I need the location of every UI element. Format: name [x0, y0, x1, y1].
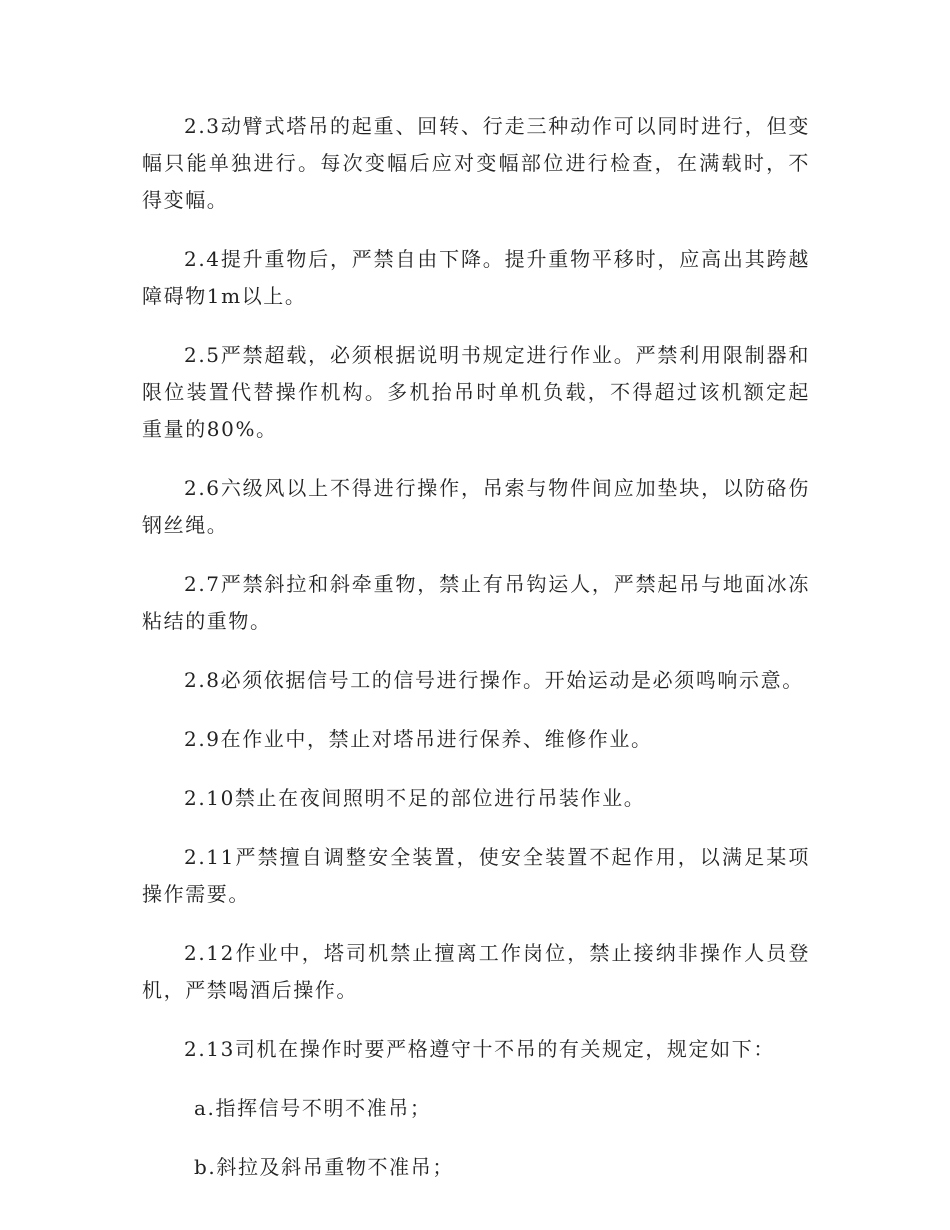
list-item-b: b.斜拉及斜吊重物不准吊；: [194, 1155, 454, 1179]
paragraph-2-13: 2.13司机在操作时要严格遵守十不吊的有关规定，规定如下：: [184, 1037, 775, 1061]
paragraph-2-4: 2.4提升重物后，严禁自由下降。提升重物平移时，应高出其跨越障碍物1m以上。: [142, 247, 810, 308]
paragraph-2-12: 2.12作业中，塔司机禁止擅离工作岗位，禁止接纳非操作人员登机，严禁喝酒后操作。: [142, 941, 810, 1002]
paragraph-2-6: 2.6六级风以上不得进行操作，吊索与物件间应加垫块，以防硌伤钢丝绳。: [142, 476, 810, 537]
paragraph-2-5: 2.5严禁超载，必须根据说明书规定进行作业。严禁利用限制器和限位装置代替操作机构。多机抬吊时单机负载，不得超过该机额定起重量的80%。: [142, 343, 810, 441]
paragraph-2-8: 2.8必须依据信号工的信号进行操作。开始运动是必须鸣响示意。: [184, 668, 804, 692]
list-item-a: a.指挥信号不明不准吊；: [194, 1096, 432, 1120]
paragraph-2-7: 2.7严禁斜拉和斜牵重物，禁止有吊钩运人，严禁起吊与地面冰冻粘结的重物。: [142, 572, 810, 633]
paragraph-2-11: 2.11严禁擅自调整安全装置，使安全装置不起作用，以满足某项操作需要。: [142, 845, 810, 906]
paragraph-2-9: 2.9在作业中，禁止对塔吊进行保养、维修作业。: [184, 727, 653, 751]
paragraph-2-3: 2.3动臂式塔吊的起重、回转、行走三种动作可以同时进行，但变幅只能单独进行。每次变幅后应对变幅部位进行检查，在满载时，不得变幅。: [142, 114, 810, 212]
document-body: [142, 108, 810, 1208]
paragraph-2-10: 2.10禁止在夜间照明不足的部位进行吊装作业。: [184, 786, 646, 810]
